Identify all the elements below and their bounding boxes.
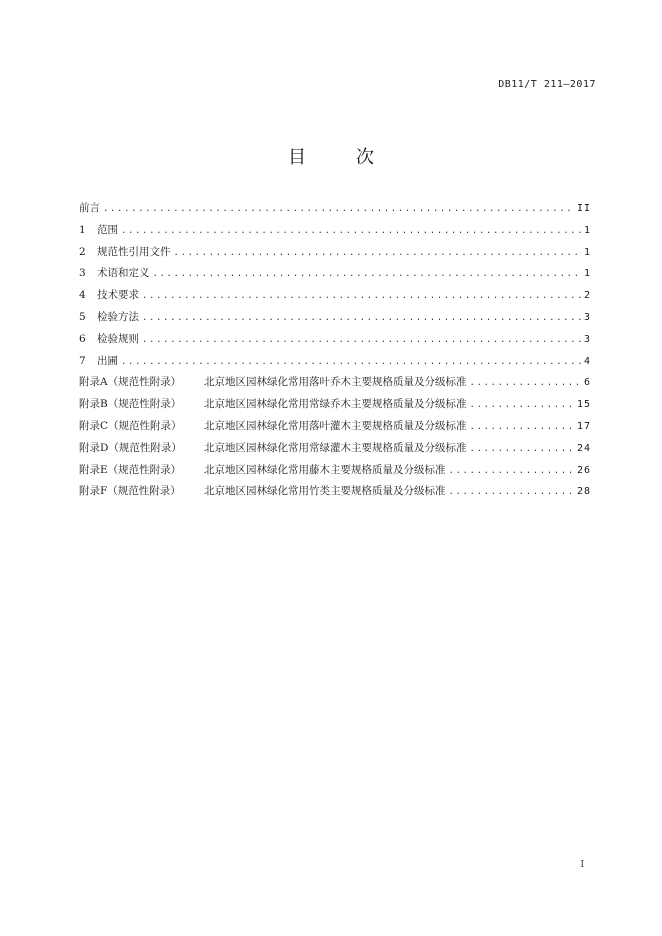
toc-leader-dots — [470, 400, 574, 410]
toc-appendix-prefix: 附录C（规范性附录） — [79, 419, 182, 432]
toc-entry-label: 检验方法 — [97, 310, 139, 323]
toc-leader-dots — [142, 313, 581, 323]
toc-entry-number: 4 — [79, 289, 86, 302]
toc-leader-dots — [142, 291, 581, 301]
page-number: I — [580, 860, 584, 870]
toc-entry-label: 前言 — [79, 202, 100, 214]
toc-entry-number: 6 — [79, 332, 86, 345]
toc-entry-3[interactable] — [79, 265, 591, 287]
toc-entry-appendix-c[interactable] — [79, 418, 591, 440]
toc-entry-page: 28 — [576, 486, 591, 498]
toc-entry-label: 出圃 — [97, 354, 118, 367]
toc-entry-label: 检验规则 — [97, 332, 139, 345]
toc-entry-label: 北京地区园林绿化常用常绿灌木主要规格质量及分级标准 — [204, 441, 467, 454]
toc-entry-appendix-b[interactable] — [79, 396, 591, 418]
toc-appendix-prefix: 附录E（规范性附录） — [79, 463, 182, 476]
toc-leader-dots — [121, 357, 581, 367]
toc-leader-dots — [153, 269, 581, 279]
toc-appendix-prefix: 附录B（规范性附录） — [79, 398, 182, 411]
toc-leader-dots — [174, 248, 581, 258]
toc-entry-page: 15 — [576, 399, 591, 411]
toc-entry-page: 26 — [576, 464, 591, 476]
toc-entry-2[interactable] — [79, 244, 591, 266]
toc-entry-label: 北京地区园林绿化常用竹类主要规格质量及分级标准 — [204, 485, 446, 498]
toc-entry-page: 2 — [583, 290, 591, 302]
toc-leader-dots — [470, 422, 574, 432]
standard-code: DB11/T 211—2017 — [498, 79, 596, 90]
page-title: 目 次 — [288, 147, 390, 168]
toc-leader-dots — [103, 204, 574, 214]
table-of-contents — [79, 200, 591, 505]
toc-appendix-prefix: 附录A（规范性附录） — [79, 376, 182, 389]
toc-entry-page: 1 — [583, 268, 591, 280]
toc-leader-dots — [142, 335, 581, 345]
toc-entry-label: 范围 — [97, 223, 118, 236]
toc-leader-dots — [470, 444, 574, 454]
toc-entry-appendix-f[interactable] — [79, 483, 591, 505]
toc-entry-1[interactable] — [79, 222, 591, 244]
toc-entry-number: 5 — [79, 310, 86, 323]
toc-entry-page: 1 — [583, 224, 591, 236]
toc-entry-appendix-d[interactable] — [79, 440, 591, 462]
toc-entry-appendix-e[interactable] — [79, 462, 591, 484]
toc-entry-page: 3 — [583, 333, 591, 345]
toc-leader-dots — [121, 226, 581, 236]
toc-entry-4[interactable] — [79, 287, 591, 309]
toc-entry-label: 北京地区园林绿化常用常绿乔木主要规格质量及分级标准 — [204, 398, 467, 411]
toc-entry-page: II — [576, 203, 591, 214]
toc-entry-number: 1 — [79, 223, 86, 236]
toc-entry-label: 技术要求 — [97, 289, 139, 302]
toc-entry-page: 3 — [583, 311, 591, 323]
toc-entry-page: 4 — [583, 355, 591, 367]
toc-entry-page: 6 — [583, 377, 591, 389]
toc-entry-number: 3 — [79, 267, 86, 280]
toc-entry-label: 术语和定义 — [97, 267, 150, 280]
toc-leader-dots — [449, 466, 574, 476]
toc-entry-7[interactable] — [79, 353, 591, 375]
toc-entry-label: 规范性引用文件 — [97, 245, 171, 258]
toc-entry-number: 7 — [79, 354, 86, 367]
toc-appendix-prefix: 附录F（规范性附录） — [79, 485, 181, 498]
toc-entry-label: 北京地区园林绿化常用落叶乔木主要规格质量及分级标准 — [204, 376, 467, 389]
toc-appendix-prefix: 附录D（规范性附录） — [79, 441, 182, 454]
toc-entry-label: 北京地区园林绿化常用藤木主要规格质量及分级标准 — [204, 463, 446, 476]
toc-entry-page: 1 — [583, 246, 591, 258]
toc-entry-label: 北京地区园林绿化常用落叶灌木主要规格质量及分级标准 — [204, 419, 467, 432]
toc-entry-page: 24 — [576, 442, 591, 454]
toc-entry-page: 17 — [576, 420, 591, 432]
toc-leader-dots — [470, 378, 581, 388]
toc-entry-appendix-a[interactable] — [79, 374, 591, 396]
toc-leader-dots — [449, 487, 574, 497]
toc-entry-6[interactable] — [79, 331, 591, 353]
toc-entry-5[interactable] — [79, 309, 591, 331]
toc-entry-number: 2 — [79, 245, 86, 258]
toc-entry-foreword[interactable] — [79, 200, 591, 222]
